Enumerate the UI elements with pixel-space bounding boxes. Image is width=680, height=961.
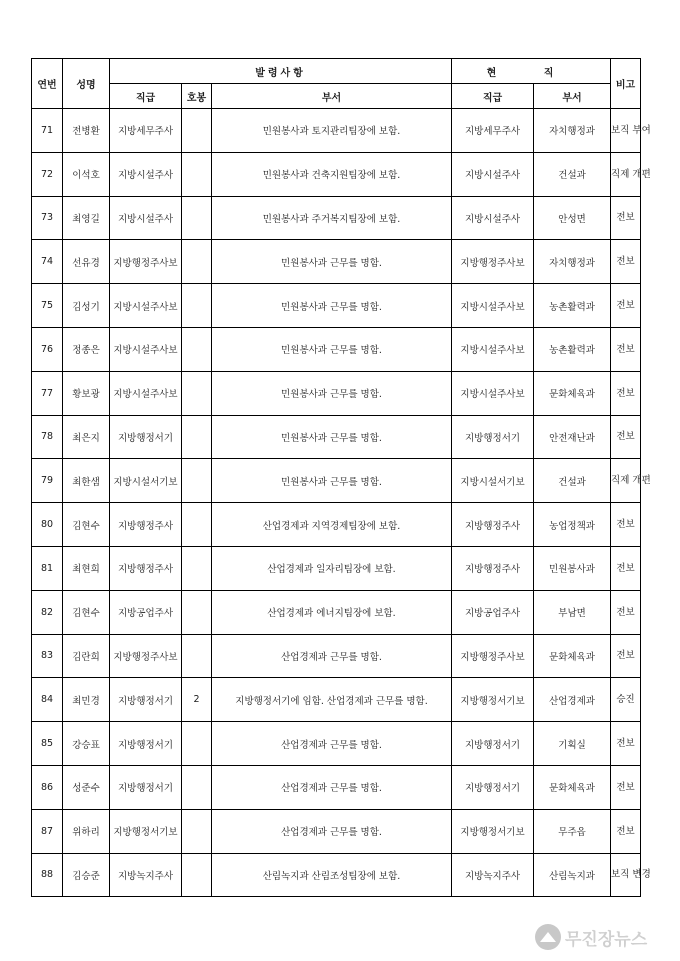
table-row (32, 284, 641, 328)
table-row (32, 196, 641, 240)
cur-dept-cell: 안성면 (534, 196, 611, 240)
appt-rank-cell: 지방행정서기 (110, 678, 182, 722)
appt-grade-cell (182, 546, 212, 590)
appt-rank-cell: 지방행정주사 (110, 546, 182, 590)
cur-dept-cell: 부남면 (534, 590, 611, 634)
table-row (32, 809, 641, 853)
table-row (32, 765, 641, 809)
note-cell: 전보 (611, 503, 641, 547)
note-cell: 전보 (611, 327, 641, 371)
header-cur-rank: 직급 (452, 84, 534, 109)
personnel-table (31, 58, 651, 897)
seq-cell: 80 (32, 503, 63, 547)
table-row (32, 634, 641, 678)
note-cell: 보직 부여 (611, 109, 641, 153)
table-row (32, 590, 641, 634)
appt-desc-cell: 민원봉사과 근무를 명함. (212, 415, 452, 459)
name-cell: 김현수 (63, 590, 110, 634)
appt-grade-cell (182, 284, 212, 328)
appt-grade-cell (182, 809, 212, 853)
seq-cell: 71 (32, 109, 63, 153)
name-cell: 김현수 (63, 503, 110, 547)
appt-rank-cell: 지방행정서기보 (110, 809, 182, 853)
appt-grade-cell (182, 722, 212, 766)
header-remarks: 비고 (611, 59, 641, 109)
appt-rank-cell: 지방행정서기 (110, 765, 182, 809)
note-cell: 전보 (611, 765, 641, 809)
header-name: 성명 (63, 59, 110, 109)
table-row (32, 722, 641, 766)
cur-dept-cell: 농촌활력과 (534, 284, 611, 328)
seq-cell: 81 (32, 546, 63, 590)
cur-rank-cell: 지방행정주사보 (452, 634, 534, 678)
appt-desc-cell: 산림녹지과 산림조성팀장에 보함. (212, 853, 452, 897)
table-row (32, 415, 641, 459)
cur-rank-cell: 지방시설주사 (452, 196, 534, 240)
appt-rank-cell: 지방시설주사 (110, 196, 182, 240)
cur-rank-cell: 지방시설주사보 (452, 327, 534, 371)
seq-cell: 77 (32, 371, 63, 415)
appt-desc-cell: 산업경제과 근무를 명함. (212, 765, 452, 809)
appt-desc-cell: 지방행정서기에 임함. 산업경제과 근무를 명함. (212, 678, 452, 722)
appt-desc-cell: 민원봉사과 주거복지팀장에 보함. (212, 196, 452, 240)
cur-dept-cell: 문화체육과 (534, 765, 611, 809)
appt-grade-cell (182, 152, 212, 196)
cur-rank-cell: 지방행정서기 (452, 765, 534, 809)
cur-dept-cell: 건설과 (534, 152, 611, 196)
appt-grade-cell (182, 634, 212, 678)
seq-cell: 74 (32, 240, 63, 284)
note-cell: 전보 (611, 371, 641, 415)
table-header (32, 59, 641, 109)
cur-rank-cell: 지방행정서기보 (452, 809, 534, 853)
name-cell: 정종은 (63, 327, 110, 371)
appt-grade-cell: 2 (182, 678, 212, 722)
appt-desc-cell: 민원봉사과 건축지원팀장에 보함. (212, 152, 452, 196)
cur-dept-cell: 문화체육과 (534, 634, 611, 678)
seq-cell: 75 (32, 284, 63, 328)
header-appt-dept: 부서 (212, 84, 452, 109)
cur-rank-cell: 지방공업주사 (452, 590, 534, 634)
cur-rank-cell: 지방행정주사 (452, 546, 534, 590)
header-appt-rank: 직급 (110, 84, 182, 109)
appt-rank-cell: 지방행정주사보 (110, 634, 182, 678)
note-cell: 전보 (611, 546, 641, 590)
seq-cell: 82 (32, 590, 63, 634)
seq-cell: 76 (32, 327, 63, 371)
appt-grade-cell (182, 853, 212, 897)
appt-rank-cell: 지방시설주사보 (110, 327, 182, 371)
name-cell: 최영길 (63, 196, 110, 240)
header-current: 현 직 (452, 59, 611, 84)
seq-cell: 87 (32, 809, 63, 853)
table-row (32, 152, 641, 196)
table-body (32, 109, 651, 897)
appt-desc-cell: 산업경제과 에너지팀장에 보함. (212, 590, 452, 634)
cur-rank-cell: 지방녹지주사 (452, 853, 534, 897)
cur-rank-cell: 지방세무주사 (452, 109, 534, 153)
seq-cell: 88 (32, 853, 63, 897)
seq-cell: 84 (32, 678, 63, 722)
header-appointment: 발령사항 (110, 59, 452, 84)
table-row (32, 371, 641, 415)
cur-rank-cell: 지방행정서기 (452, 415, 534, 459)
cur-rank-cell: 지방시설서기보 (452, 459, 534, 503)
appt-grade-cell (182, 459, 212, 503)
note-cell: 전보 (611, 415, 641, 459)
table-row (32, 853, 641, 897)
cur-dept-cell: 농업정책과 (534, 503, 611, 547)
table-row (32, 459, 641, 503)
name-cell: 최은지 (63, 415, 110, 459)
name-cell: 김란희 (63, 634, 110, 678)
cur-rank-cell: 지방시설주사 (452, 152, 534, 196)
cur-dept-cell: 안전재난과 (534, 415, 611, 459)
name-cell: 선유경 (63, 240, 110, 284)
appt-desc-cell: 민원봉사과 근무를 명함. (212, 240, 452, 284)
appt-grade-cell (182, 415, 212, 459)
cur-dept-cell: 산림녹지과 (534, 853, 611, 897)
appt-grade-cell (182, 109, 212, 153)
cur-rank-cell: 지방시설주사보 (452, 284, 534, 328)
appt-grade-cell (182, 590, 212, 634)
header-seq: 연번 (32, 59, 63, 109)
appt-rank-cell: 지방행정서기 (110, 415, 182, 459)
cur-rank-cell: 지방행정서기 (452, 722, 534, 766)
watermark (535, 921, 675, 953)
appt-grade-cell (182, 503, 212, 547)
cur-rank-cell: 지방시설주사보 (452, 371, 534, 415)
appt-grade-cell (182, 240, 212, 284)
appt-rank-cell: 지방시설서기보 (110, 459, 182, 503)
appt-desc-cell: 산업경제과 일자리팀장에 보함. (212, 546, 452, 590)
name-cell: 김승준 (63, 853, 110, 897)
appt-rank-cell: 지방행정서기 (110, 722, 182, 766)
appt-rank-cell: 지방세무주사 (110, 109, 182, 153)
note-cell: 직제 개편 (611, 459, 641, 503)
cur-rank-cell: 지방행정주사 (452, 503, 534, 547)
appt-rank-cell: 지방행정주사보 (110, 240, 182, 284)
seq-cell: 86 (32, 765, 63, 809)
note-cell: 전보 (611, 634, 641, 678)
header-appt-grade: 호봉 (182, 84, 212, 109)
note-cell: 전보 (611, 590, 641, 634)
note-cell: 직제 개편 (611, 152, 641, 196)
table-row (32, 546, 641, 590)
cur-dept-cell: 문화체육과 (534, 371, 611, 415)
cur-dept-cell: 무주읍 (534, 809, 611, 853)
note-cell: 전보 (611, 722, 641, 766)
cur-dept-cell: 자치행정과 (534, 109, 611, 153)
mountain-logo-icon (535, 924, 561, 950)
name-cell: 최민경 (63, 678, 110, 722)
appt-rank-cell: 지방시설주사 (110, 152, 182, 196)
seq-cell: 85 (32, 722, 63, 766)
cur-dept-cell: 농촌활력과 (534, 327, 611, 371)
cur-rank-cell: 지방행정서기보 (452, 678, 534, 722)
seq-cell: 78 (32, 415, 63, 459)
seq-cell: 83 (32, 634, 63, 678)
appt-desc-cell: 산업경제과 근무를 명함. (212, 634, 452, 678)
appt-rank-cell: 지방시설주사보 (110, 371, 182, 415)
table-row (32, 109, 641, 153)
appt-desc-cell: 민원봉사과 근무를 명함. (212, 371, 452, 415)
appt-desc-cell: 민원봉사과 근무를 명함. (212, 459, 452, 503)
name-cell: 황보광 (63, 371, 110, 415)
name-cell: 전병환 (63, 109, 110, 153)
appt-grade-cell (182, 327, 212, 371)
watermark-text: 무진장뉴스 (565, 929, 648, 950)
appt-desc-cell: 산업경제과 근무를 명함. (212, 809, 452, 853)
cur-dept-cell: 민원봉사과 (534, 546, 611, 590)
appt-grade-cell (182, 196, 212, 240)
appt-desc-cell: 민원봉사과 토지관리팀장에 보함. (212, 109, 452, 153)
note-cell: 전보 (611, 196, 641, 240)
seq-cell: 72 (32, 152, 63, 196)
table-row (32, 327, 641, 371)
appt-desc-cell: 민원봉사과 근무를 명함. (212, 284, 452, 328)
note-cell: 전보 (611, 284, 641, 328)
appt-desc-cell: 산업경제과 근무를 명함. (212, 722, 452, 766)
name-cell: 이석호 (63, 152, 110, 196)
cur-rank-cell: 지방행정주사보 (452, 240, 534, 284)
cur-dept-cell: 산업경제과 (534, 678, 611, 722)
name-cell: 위하리 (63, 809, 110, 853)
cur-dept-cell: 건설과 (534, 459, 611, 503)
table-row (32, 678, 641, 722)
name-cell: 최현희 (63, 546, 110, 590)
note-cell: 전보 (611, 240, 641, 284)
appt-rank-cell: 지방시설주사보 (110, 284, 182, 328)
cur-dept-cell: 자치행정과 (534, 240, 611, 284)
seq-cell: 73 (32, 196, 63, 240)
table-row (32, 503, 641, 547)
appt-rank-cell: 지방녹지주사 (110, 853, 182, 897)
appt-desc-cell: 산업경제과 지역경제팀장에 보함. (212, 503, 452, 547)
appt-grade-cell (182, 765, 212, 809)
appt-desc-cell: 민원봉사과 근무를 명함. (212, 327, 452, 371)
name-cell: 김성기 (63, 284, 110, 328)
name-cell: 성준수 (63, 765, 110, 809)
name-cell: 최한샘 (63, 459, 110, 503)
note-cell: 보직 변경 (611, 853, 641, 897)
seq-cell: 79 (32, 459, 63, 503)
appt-rank-cell: 지방공업주사 (110, 590, 182, 634)
table-row (32, 240, 641, 284)
cur-dept-cell: 기획실 (534, 722, 611, 766)
header-cur-dept: 부서 (534, 84, 611, 109)
note-cell: 승진 (611, 678, 641, 722)
note-cell: 전보 (611, 809, 641, 853)
appt-rank-cell: 지방행정주사 (110, 503, 182, 547)
appt-grade-cell (182, 371, 212, 415)
name-cell: 강승표 (63, 722, 110, 766)
